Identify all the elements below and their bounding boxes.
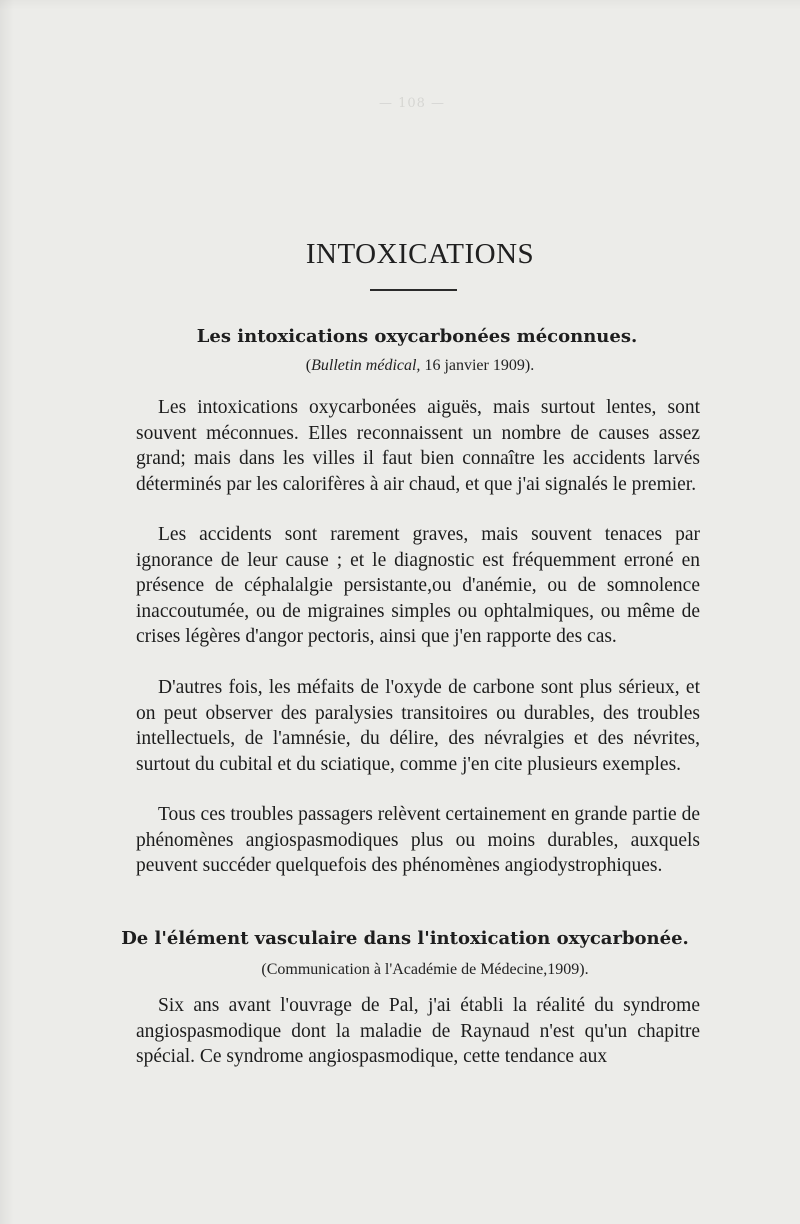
section-heading-2: De l'élément vasculaire dans l'intoxication oxycarbonée.	[121, 928, 689, 949]
paragraph-text: Six ans avant l'ouvrage de Pal, j'ai établi la réalité du syndrome angiospasmodique dont la maladie de Raynaud n'est qu'un chapitre spécial. Ce syndrome angiospasmodique, cette tendance aux	[136, 995, 700, 1068]
section-heading-1: Les intoxications oxycarbonées méconnues.	[196, 326, 638, 347]
source-journal: Bulletin médical,	[311, 357, 421, 374]
paragraph: Tous ces troubles passagers relèvent certainement en grande partie de phénomènes angiospasmodiques plus ou moins durables, auxquels peuvent succéder quelquefois des phénomènes angiodystrophiques.	[136, 804, 700, 877]
paragraph: D'autres fois, les méfaits de l'oxyde de carbone sont plus sérieux, et on peut observer des paralysies transitoires ou durables, des troubles intellectuels, de l'amnésie, du délire, des névralgies et des névrites, surtout du cubital et du sciatique, comme j'en cite plusieurs exemples.	[136, 677, 700, 775]
paragraph	[136, 993, 700, 1070]
title-rule	[370, 289, 457, 291]
page-number: — 108 —	[378, 96, 446, 111]
section-source-1: (Bulletin médical, 16 janvier 1909).	[305, 357, 535, 374]
page-title: INTOXICATIONS	[305, 238, 535, 270]
section-source-2: (Communication à l'Académie de Médecine,1909).	[261, 961, 589, 978]
paragraph: Les accidents sont rarement graves, mais souvent tenaces par ignorance de leur cause ; et le diagnostic est fréquemment erroné en présence de céphalalgie persistante,ou d'anémie, ou de somnolence inaccoutumée, ou de migraines simples ou ophtalmiques, ou même de crises légères d'angor pectoris, ainsi que j'en rapporte des cas.	[136, 524, 700, 648]
source-date: 16 janvier 1909).	[420, 357, 535, 374]
paragraph: Les intoxications oxycarbonées aiguës, mais surtout lentes, sont souvent méconnues. Elles reconnaissent un nombre de causes assez grand; mais dans les villes il faut bien connaître les accidents larvés déterminés par les calorifères à air chaud, et que j'ai signalés le premier.	[136, 397, 700, 495]
